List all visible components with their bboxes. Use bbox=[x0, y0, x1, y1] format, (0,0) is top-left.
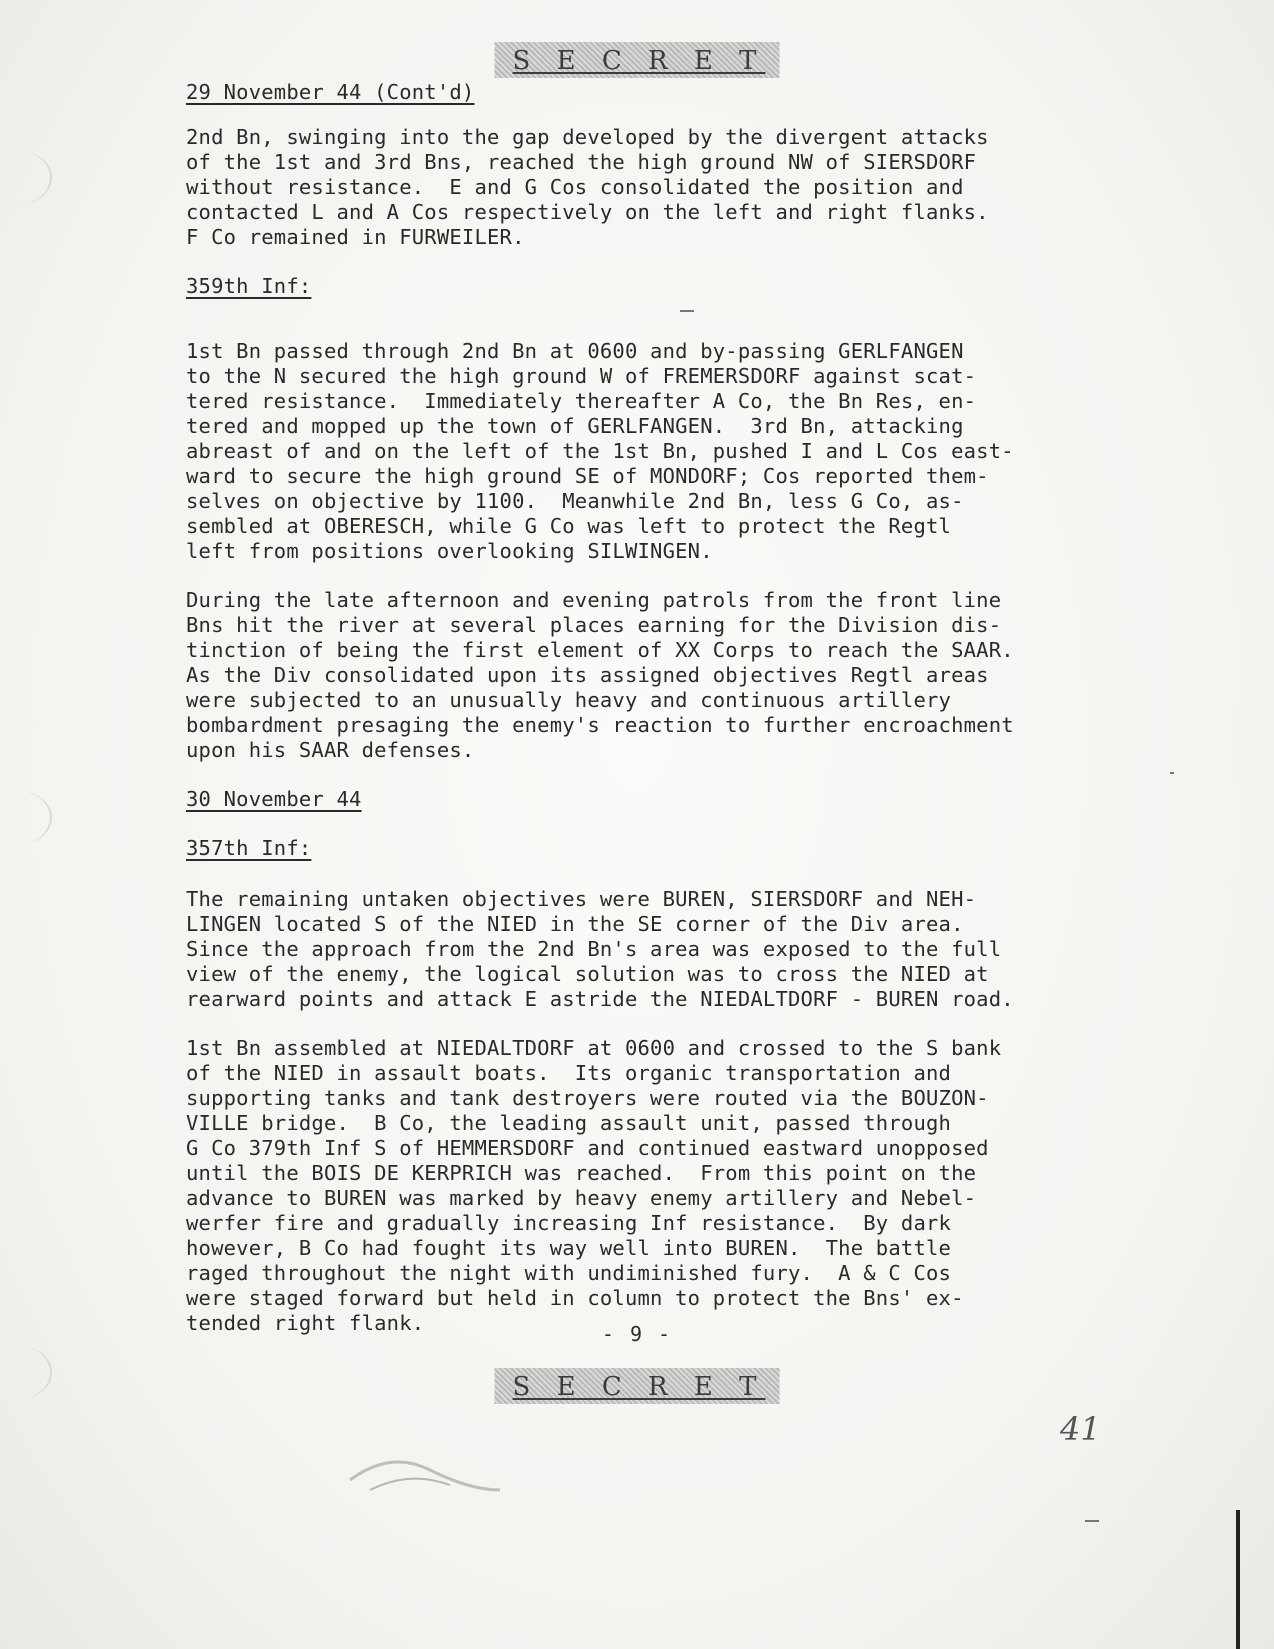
text-line: LINGEN located S of the NIED in the SE corner of the Div area. bbox=[186, 912, 964, 936]
document-body bbox=[186, 76, 1196, 1336]
paragraph-1st-bn-357th bbox=[186, 1036, 1196, 1336]
section-heading-29-november: 29 November 44 (Cont'd) bbox=[186, 80, 475, 104]
classification-stamp-bottom: S E C R E T bbox=[495, 1368, 780, 1404]
text-line: advance to BUREN was marked by heavy enemy artillery and Nebel- bbox=[186, 1186, 977, 1210]
section-heading-357th-inf: 357th Inf: bbox=[186, 836, 312, 860]
paragraph-late-afternoon bbox=[186, 588, 1196, 763]
text-line: tered resistance. Immediately thereafter A Co, the Bn Res, en- bbox=[186, 389, 977, 413]
text-line: 1st Bn passed through 2nd Bn at 0600 and by-passing GERLFANGEN bbox=[186, 339, 964, 363]
section-heading-359th-inf: 359th Inf: bbox=[186, 274, 312, 298]
text-line: were staged forward but held in column to protect the Bns' ex- bbox=[186, 1286, 964, 1310]
text-line: During the late afternoon and evening patrols from the front line bbox=[186, 588, 1002, 612]
classification-stamp-top: S E C R E T bbox=[495, 42, 780, 78]
text-line: raged throughout the night with undiminished fury. A & C Cos bbox=[186, 1261, 952, 1285]
scan-edge-bar bbox=[1236, 1510, 1240, 1649]
text-line: tended right flank. bbox=[186, 1311, 425, 1335]
text-line: As the Div consolidated upon its assigned objectives Regtl areas bbox=[186, 663, 989, 687]
text-line: however, B Co had fought its way well into BUREN. The battle bbox=[186, 1236, 952, 1260]
text-line: tered and mopped up the town of GERLFANGEN. 3rd Bn, attacking bbox=[186, 414, 964, 438]
text-line: Since the approach from the 2nd Bn's area was exposed to the full bbox=[186, 937, 1002, 961]
text-line: G Co 379th Inf S of HEMMERSDORF and continued eastward unopposed bbox=[186, 1136, 989, 1160]
paragraph-2nd-bn bbox=[186, 125, 1196, 250]
text-line: were subjected to an unusually heavy and continuous artillery bbox=[186, 688, 952, 712]
text-line: The remaining untaken objectives were BUREN, SIERSDORF and NEH- bbox=[186, 887, 977, 911]
text-line: bombardment presaging the enemy's reaction to further encroachment bbox=[186, 713, 1014, 737]
punch-hole-mark bbox=[0, 150, 52, 205]
text-line: contacted L and A Cos respectively on the left and right flanks. bbox=[186, 200, 989, 224]
section-heading-30-november: 30 November 44 bbox=[186, 787, 362, 811]
text-line: 1st Bn assembled at NIEDALTDORF at 0600 and crossed to the S bank bbox=[186, 1036, 1002, 1060]
handwritten-page-number: 41 bbox=[1060, 1410, 1101, 1448]
text-line: 2nd Bn, swinging into the gap developed by the divergent attacks bbox=[186, 125, 989, 149]
text-line: upon his SAAR defenses. bbox=[186, 738, 475, 762]
paragraph-1st-bn-359th bbox=[186, 339, 1196, 564]
text-line: of the NIED in assault boats. Its organic transportation and bbox=[186, 1061, 952, 1085]
stray-mark bbox=[680, 310, 694, 312]
page-number: - 9 - bbox=[601, 1322, 673, 1346]
text-line: left from positions overlooking SILWINGEN. bbox=[186, 539, 713, 563]
text-line: rearward points and attack E astride the NIEDALTDORF - BUREN road. bbox=[186, 987, 1014, 1011]
text-line: VILLE bridge. B Co, the leading assault unit, passed through bbox=[186, 1111, 952, 1135]
text-line: Bns hit the river at several places earning for the Division dis- bbox=[186, 613, 1002, 637]
text-line: sembled at OBERESCH, while G Co was left to protect the Regtl bbox=[186, 514, 952, 538]
text-line: ward to secure the high ground SE of MONDORF; Cos reported them- bbox=[186, 464, 989, 488]
text-line: tinction of being the first element of XX Corps to reach the SAAR. bbox=[186, 638, 1014, 662]
text-line: werfer fire and gradually increasing Inf resistance. By dark bbox=[186, 1211, 952, 1235]
punch-hole-mark bbox=[0, 790, 52, 845]
text-line: selves on objective by 1100. Meanwhile 2nd Bn, less G Co, as- bbox=[186, 489, 964, 513]
text-line: of the 1st and 3rd Bns, reached the high ground NW of SIERSDORF bbox=[186, 150, 977, 174]
text-line: to the N secured the high ground W of FREMERSDORF against scat- bbox=[186, 364, 977, 388]
text-line: until the BOIS DE KERPRICH was reached. From this point on the bbox=[186, 1161, 977, 1185]
text-line: supporting tanks and tank destroyers were routed via the BOUZON- bbox=[186, 1086, 989, 1110]
punch-hole-mark bbox=[0, 1345, 52, 1400]
stray-mark bbox=[1170, 772, 1174, 774]
smudge-mark bbox=[330, 1440, 510, 1500]
stray-mark bbox=[1085, 1520, 1099, 1522]
paragraph-remaining-objectives bbox=[186, 887, 1196, 1012]
text-line: abreast of and on the left of the 1st Bn, pushed I and L Cos east- bbox=[186, 439, 1014, 463]
text-line: view of the enemy, the logical solution was to cross the NIED at bbox=[186, 962, 989, 986]
text-line: without resistance. E and G Cos consolidated the position and bbox=[186, 175, 964, 199]
text-line: F Co remained in FURWEILER. bbox=[186, 225, 525, 249]
